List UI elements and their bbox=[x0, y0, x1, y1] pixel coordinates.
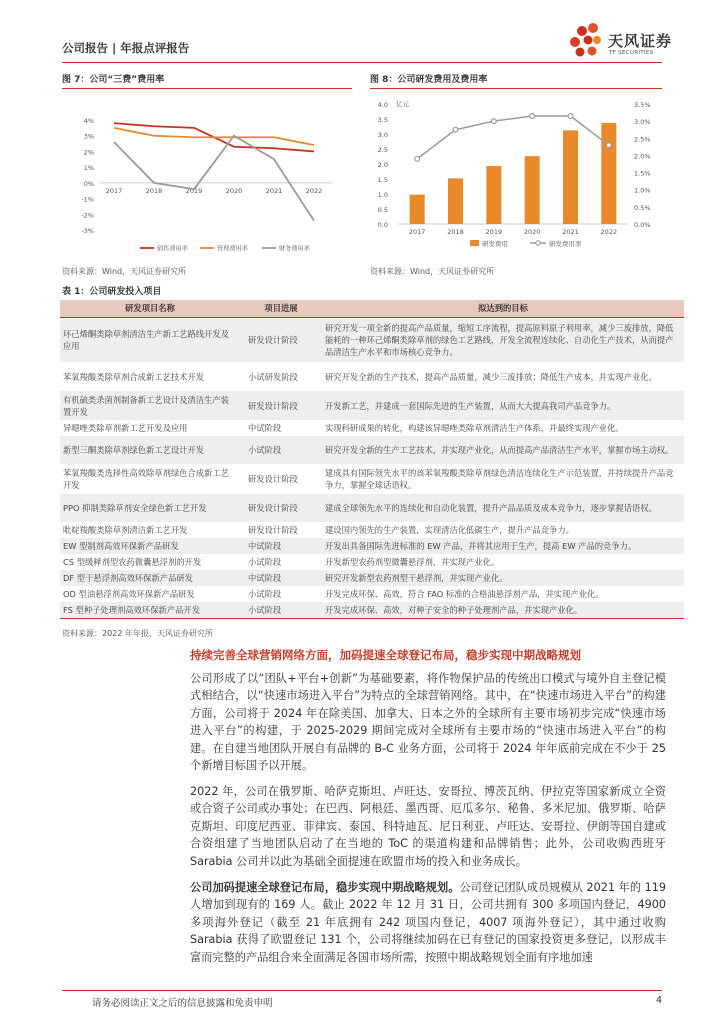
x-tick-label: 2020 bbox=[523, 228, 541, 236]
project-name: PPO 抑制类除草剂安全绿色新工艺开发 bbox=[60, 494, 240, 522]
paragraph-3-body: 公司登记团队成员规模从 2021 年的 119 人增加到现有的 169 人。截止 2022 年 12 月 31 日，公司共拥有 300 多项国内登记，4900 多项海外登记（截至 21 年底拥有 242 项国内登记，4007 项海外登记），其中通过收购 Sarabia 获得了欧盟登记 131 个，公司将继续加码在已有登记的国家投资更多登记，以形成丰富而完整的产品组合来全面满足各国市场所需，按照中期战略规划全面有序地加速 bbox=[190, 881, 666, 964]
table-header: 项目进展 bbox=[240, 300, 322, 317]
y-tick-label: -2% bbox=[81, 211, 94, 220]
project-name: 新型三酮类除草剂绿色新工艺设计开发 bbox=[60, 436, 240, 464]
table-row bbox=[60, 464, 684, 494]
bar bbox=[486, 166, 501, 224]
x-tick-label: 2019 bbox=[485, 228, 503, 236]
project-name: 苯氧羧酸类选择性高效除草剂绿色合成新工艺开发 bbox=[63, 468, 229, 490]
table-row bbox=[60, 362, 684, 391]
project-status: 研发设计阶段 bbox=[240, 391, 322, 420]
project-name: 环己烯酮类除草剂清洁生产新工艺路线开发及应用 bbox=[60, 317, 240, 362]
ratio-point bbox=[530, 114, 535, 119]
fig8-title: 图 8：公司研发费用及费用率 bbox=[370, 72, 662, 89]
y-tick-label: 3% bbox=[83, 132, 94, 141]
y-tick-label: -1% bbox=[81, 195, 94, 204]
legend-label: 销售费用率 bbox=[157, 245, 188, 253]
logo-subtitle: TF SECURITIES bbox=[609, 50, 654, 56]
table-row bbox=[60, 538, 684, 554]
project-status: 研发设计阶段 bbox=[248, 525, 298, 535]
table-row bbox=[60, 420, 684, 436]
unit-label: 亿元 bbox=[396, 100, 409, 108]
x-tick-label: 2018 bbox=[145, 186, 163, 195]
project-status: 小试阶段 bbox=[240, 436, 322, 464]
project-name: FS 型种子处理剂高效环保新产品开发 bbox=[60, 602, 240, 618]
table-header: 研发项目名称 bbox=[60, 300, 240, 317]
x-tick-label: 2019 bbox=[185, 186, 203, 195]
page-number: 4 bbox=[656, 995, 663, 1006]
y-left-tick-label: 2.5 bbox=[377, 146, 388, 154]
project-status: 研发设计阶段 bbox=[240, 494, 322, 522]
series-line bbox=[114, 128, 314, 145]
x-tick-label: 2018 bbox=[447, 228, 464, 236]
project-name: CS 型缓释剂型农药微囊悬浮剂的开发 bbox=[63, 557, 202, 567]
fig8-chart bbox=[370, 92, 662, 254]
y-right-tick-label: 3.0% bbox=[634, 118, 651, 127]
legend-label: 研发费用率 bbox=[549, 240, 582, 248]
ratio-point bbox=[491, 119, 496, 124]
legend-swatch-bar bbox=[470, 240, 479, 246]
fig7-chart bbox=[62, 92, 352, 254]
y-left-tick-label: 4.0 bbox=[377, 101, 388, 109]
project-status: 小试阶段 bbox=[240, 602, 322, 618]
y-tick-label: 1% bbox=[83, 164, 94, 173]
project-name: EW 型制剂高效环保新产品研发 bbox=[60, 538, 240, 554]
table-row bbox=[60, 602, 684, 618]
project-goal: 开发完成环保、高效，符合 FAO 标准的合格油悬浮剂产品，并实现产业化。 bbox=[325, 589, 604, 599]
y-left-tick-label: 2.0 bbox=[377, 161, 388, 169]
section-heading: 持续完善全球营销网络方面，加码提速全球登记布局，稳步实现中期战略规划 bbox=[190, 648, 581, 662]
table-header: 拟达到的目标 bbox=[322, 300, 684, 317]
table-title: 表 1：公司研发投入项目 bbox=[62, 287, 162, 297]
project-status: 中试阶段 bbox=[240, 570, 322, 586]
project-name: 异噁唑类除草剂新工艺开发及应用 bbox=[63, 423, 188, 433]
table-source: 资料来源：2022 年年报、天风证券研究所 bbox=[62, 629, 213, 638]
y-right-tick-label: 0.0% bbox=[634, 221, 651, 229]
fig7-title: 图 7：公司“三费”费用率 bbox=[62, 72, 352, 89]
fig8-source: 资料来源：Wind，天风证券研究所 bbox=[370, 267, 495, 276]
ratio-point bbox=[606, 143, 611, 148]
project-status: 小试研发阶段 bbox=[248, 371, 298, 382]
y-tick-label: 0% bbox=[83, 179, 94, 188]
y-left-tick-label: 0.0 bbox=[377, 221, 388, 229]
project-goal: 研究开发新型农药剂型干悬浮剂，并实现产业化。 bbox=[322, 570, 684, 586]
project-name: OD 型油悬浮剂高效环保新产品研发 bbox=[63, 589, 195, 599]
y-left-tick-label: 3.5 bbox=[377, 116, 388, 124]
bar bbox=[410, 195, 425, 224]
project-goal: 开发新工艺，并建成一套国际先进的生产装置，从而大大提高我司产品竞争力。 bbox=[322, 391, 684, 420]
table-row bbox=[60, 570, 684, 586]
project-goal: 建设国内领先的生产装置，实现清洁化低碳生产，提升产品竞争力。 bbox=[325, 525, 574, 535]
table-row bbox=[60, 554, 684, 570]
project-name: 有机硫类杀菌剂制备新工艺设计及清洁生产装置开发 bbox=[60, 391, 240, 420]
table-row bbox=[60, 494, 684, 522]
project-goal: 开发完成环保、高效，对种子安全的种子处理剂产品，并实现产业化。 bbox=[322, 602, 684, 618]
project-goal: 开发出具备国际先进标准的 EW 产品，并将其应用于生产，提高 EW 产品的竞争力。 bbox=[322, 538, 684, 554]
project-name: 吡啶羧酸类除草剂清洁新工艺开发 bbox=[63, 525, 188, 535]
y-tick-label: 4% bbox=[83, 117, 94, 125]
header-divider bbox=[62, 62, 662, 63]
project-status: 小试阶段 bbox=[248, 589, 282, 599]
project-status: 中试阶段 bbox=[248, 423, 282, 433]
paragraph-3 bbox=[190, 879, 666, 966]
x-tick-label: 2021 bbox=[562, 228, 579, 236]
paragraph-1: 公司形成了以“团队+平台+创新”为基础要素，将作物保护品的传统出口模式与境外自主登记模式相结合，以“快速市场进入平台”为特点的全球营销网络。其中，在“快速市场进入平台”的构建方面，公司将于 2024 年在除美国、加拿大、日本之外的全球所有主要市场初步完成“快速市场进入平台”的构建，于 2025-2029 期间完成对全球所有主要市场的“快速市场进入平台”的构建。在自建当地团队开展自有品牌的 B-C 业务方面，公司将于 2024 年年底前完成在不少于 25 个新增目标国予以开展。 bbox=[190, 672, 666, 773]
paragraph-3-lead: 公司加码提速全球登记布局，稳步实现中期战略规划。 bbox=[190, 881, 460, 894]
y-right-tick-label: 1.0% bbox=[634, 186, 651, 195]
table-row bbox=[60, 317, 684, 362]
y-left-tick-label: 3.0 bbox=[377, 131, 388, 139]
x-tick-label: 2017 bbox=[105, 186, 123, 195]
y-right-tick-label: 3.5% bbox=[634, 101, 651, 109]
table-row bbox=[60, 586, 684, 602]
project-goal: 研究开发全新的生产工艺技术，并实现产业化，从而提高产品清洁生产水平，掌握市场主动权。 bbox=[322, 436, 684, 464]
project-goal: 建成具有国际领先水平的该苯氧羧酸类除草剂绿色清洁连续化生产示范装置，并持续提升产品竞争力，掌握全球话语权。 bbox=[325, 468, 674, 490]
project-status: 研发设计阶段 bbox=[248, 474, 298, 484]
x-tick-label: 2022 bbox=[305, 186, 323, 195]
table-row bbox=[60, 522, 684, 538]
bar bbox=[525, 156, 540, 224]
legend-label: 管理费用率 bbox=[217, 245, 248, 253]
ratio-point bbox=[453, 127, 458, 132]
y-left-tick-label: 1.5 bbox=[377, 176, 388, 184]
footer-divider bbox=[62, 990, 662, 991]
ratio-point bbox=[415, 156, 420, 161]
project-status: 中试阶段 bbox=[240, 538, 322, 554]
bar bbox=[448, 178, 463, 224]
project-goal: 研究开发全新的生产技术，提高产品质量，减少三废排放；降低生产成本，并实现产业化。 bbox=[325, 371, 657, 382]
paragraph-2: 2022 年，公司在俄罗斯、哈萨克斯坦、卢旺达、安哥拉、博茨瓦纳、伊拉克等国家新成立全资或合资子公司或办事处；在巴西、阿根廷、墨西哥、厄瓜多尔、秘鲁、多米尼加、俄罗斯、哈萨克斯坦、印度尼西亚、菲律宾、泰国、科特迪瓦、尼日利亚、卢旺达、安哥拉、伊朗等国自建或合资组建了当地团队启动了在当地的 ToC 的渠道构建和品牌销售；此外，公司收购西班牙 Sarabia 公司并以此为基础全面提速在欧盟市场的投入和业务成长。 bbox=[190, 785, 666, 868]
project-goal: 开发新型农药剂型微囊悬浮剂，并实现产业化。 bbox=[325, 557, 500, 567]
y-tick-label: -3% bbox=[81, 227, 94, 235]
project-goal: 研究开发一项全新的提高产品质量，缩短工序流程，提高原料原子利用率，减少三废排放，降低能耗的一种环己烯酮类除草剂的绿色工艺路线，开发全流程连续化、自动化生产技术，从而提产品清洁生产水平和市场核心竞争力。 bbox=[322, 317, 684, 362]
rd-projects-table bbox=[60, 300, 684, 619]
project-status: 小试阶段 bbox=[248, 557, 282, 567]
y-tick-label: 2% bbox=[83, 148, 94, 157]
x-tick-label: 2017 bbox=[408, 228, 426, 236]
x-tick-label: 2021 bbox=[265, 186, 283, 195]
project-status: 研发设计阶段 bbox=[240, 317, 322, 362]
bar bbox=[563, 130, 578, 224]
project-goal: 实现科研成果的转化，构建该异噁唑类除草剂清洁生产体系，并最终实现产业化。 bbox=[325, 423, 624, 433]
y-right-tick-label: 0.5% bbox=[634, 203, 651, 212]
table-row bbox=[60, 436, 684, 464]
project-name: DF 型干悬浮剂高效环保新产品研发 bbox=[60, 570, 240, 586]
legend-label: 研发费用 bbox=[482, 240, 508, 248]
ratio-line bbox=[417, 116, 609, 159]
y-left-tick-label: 0.5 bbox=[377, 206, 388, 214]
project-name: 苯氧羧酸类除草剂合成新工艺技术开发 bbox=[63, 371, 205, 382]
logo-name: 天风证券 bbox=[608, 32, 673, 50]
y-right-tick-label: 2.5% bbox=[634, 135, 651, 144]
project-goal: 建成全球领先水平的连续化和自动化装置，提升产品品质及成本竞争力，逐步掌握话语权。 bbox=[322, 494, 684, 522]
y-right-tick-label: 2.0% bbox=[634, 152, 651, 161]
table-row bbox=[60, 391, 684, 420]
x-tick-label: 2020 bbox=[225, 186, 243, 195]
legend-swatch-point bbox=[536, 241, 540, 245]
y-left-tick-label: 1.0 bbox=[377, 191, 388, 199]
ratio-point bbox=[568, 114, 573, 119]
y-right-tick-label: 1.5% bbox=[634, 169, 651, 178]
bar bbox=[601, 123, 616, 224]
x-tick-label: 2022 bbox=[600, 228, 618, 236]
legend-label: 财务费用率 bbox=[279, 245, 310, 253]
footer-disclaimer: 请务必阅读正文之后的信息披露和免责申明 bbox=[92, 998, 273, 1009]
fig7-source: 资料来源：Wind，天风证券研究所 bbox=[62, 267, 187, 276]
report-header: 公司报告 | 年报点评报告 bbox=[62, 41, 190, 55]
